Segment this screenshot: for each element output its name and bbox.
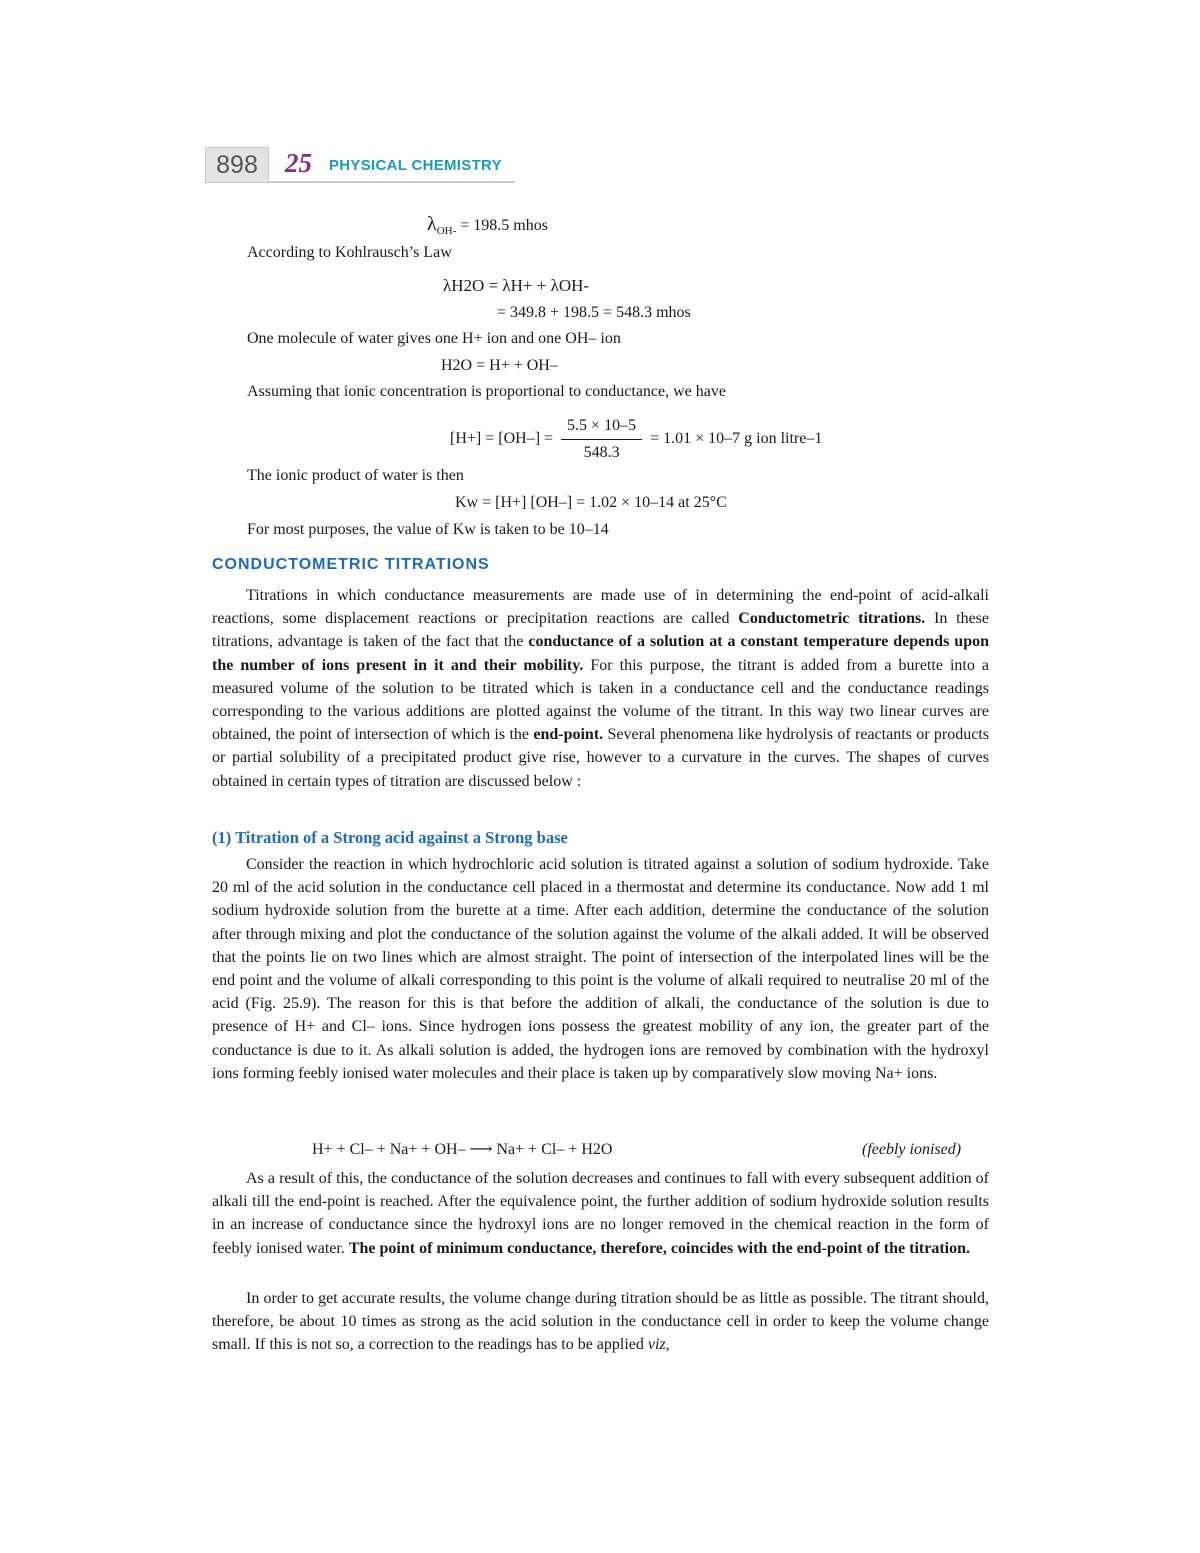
paragraph-accuracy <box>212 1287 989 1357</box>
reaction-note: (feebly ionised) <box>862 1141 962 1158</box>
chapter-number: 25 <box>285 148 312 178</box>
p1-text-e: For this purpose, the titrant is added from a burette into a measured volume of the solution to be titrated which is taken in a conductance cell and the conductance readings corresponding to the various additions are plotted against the volume of the titrant. In this way two linear curves are obtained, the point of intersection of which is the <box>212 656 989 744</box>
lambda-h2o-equation: λH2O = λH+ + λOH- <box>443 276 590 295</box>
kohlrausch-intro: According to Kohlrausch’s Law <box>247 244 452 261</box>
ionic-product-intro: The ionic product of water is then <box>247 467 464 484</box>
conc-fraction <box>561 415 642 464</box>
header-rule <box>268 181 515 183</box>
lambda-subscript: OH- <box>436 225 457 238</box>
page-number: 898 <box>205 147 269 183</box>
p2-text: Consider the reaction in which hydrochloric acid solution is titrated against a solution of sodium hydroxide. Take 20 ml of the acid solution in the conductance cell placed in a thermostat and determine its conductance. Now add 1 ml sodium hydroxide solution from the burette at a time. After each addition, determine the conductance of the solution after through mixing and plot the conductance of the solution against the volume of the alkali added. It will be observed that the points lie on two lines which are almost straight. The point of intersection of the interpolated lines will be the end point and the volume of alkali corresponding to this point is the volume of alkali required to neutralise 20 ml of the acid (Fig. 25.9). The reason for this is that before the addition of alkali, the conductance of the solution is due to presence of H+ and Cl– ions. Since hydrogen ions possess the greatest mobility of any ion, the greater part of the conductance is due to it. As alkali solution is added, the hydrogen ions are removed by combination with the hydroxyl ions forming feebly ionised water molecules and their place is taken up by comparatively slow moving Na+ ions. <box>212 856 989 1082</box>
water-gives-line: One molecule of water gives one H+ ion and one OH– ion <box>247 330 621 347</box>
kw-line: Kw = [H+] [OH–] = 1.02 × 10–14 at 25°C <box>455 494 727 511</box>
p1-text-a: Titrations in which conductance measurements are made use of in determining the end-point of acid-alkali reactions, some displacement reactions or precipitation reactions are called <box>212 587 989 628</box>
subsection-heading: (1) Titration of a Strong acid against a Strong base <box>212 828 568 847</box>
p1-term: Conductometric titrations. <box>738 610 926 628</box>
assuming-line: Assuming that ionic concentration is proportional to conductance, we have <box>247 383 726 400</box>
section-heading: CONDUCTOMETRIC TITRATIONS <box>212 556 490 573</box>
paragraph-strong-acid <box>212 853 989 1085</box>
p3-conclusion: The point of minimum conductance, therefore, coincides with the end-point of the titration. <box>348 1239 970 1257</box>
p1-text-c: In these titrations, advantage is taken of the fact that the <box>212 610 990 651</box>
p1-key-statement: conductance of a solution at a constant temperature depends upon the number of ions present in it and their mobility. <box>212 633 989 674</box>
paragraph-result <box>212 1167 989 1260</box>
p4-text: In order to get accurate results, the volume change during titration should be as little as possible. The titrant should, therefore, be about 10 times as strong as the acid solution in the conductance cell in order to keep the volume change small. If this is not so, a correction to the readings has to be applied <box>212 1290 989 1354</box>
conc-denominator: 548.3 <box>583 444 620 461</box>
lambda-symbol: λ <box>427 213 437 235</box>
reaction-equation: H+ + Cl– + Na+ + OH– ⟶ Na+ + Cl– + H2O <box>312 1141 613 1158</box>
conc-right: = 1.01 × 10–7 g ion litre–1 <box>650 430 823 448</box>
p1-end-point: end-point. <box>533 726 604 744</box>
most-purposes-line: For most purposes, the value of Kw is taken to be 10–14 <box>247 521 609 538</box>
chapter-title: PHYSICAL CHEMISTRY <box>329 157 502 174</box>
conc-numerator: 5.5 × 10–5 <box>561 415 642 440</box>
lambda-value: = 198.5 mhos <box>456 217 548 234</box>
p1-text-g: Several phenomena like hydrolysis of reactants or products or partial solubility of a precipitated product give rise, however to a curvature in the curves. The shapes of curves obtained in certain types of titration are discussed below : <box>212 726 990 790</box>
concentration-equation <box>450 415 822 464</box>
p4-viz: viz, <box>647 1336 670 1354</box>
p3-text: As a result of this, the conductance of the solution decreases and continues to fall with every subsequent addition of alkali till the end-point is reached. After the equivalence point, the further addition of sodium hydroxide solution results in an increase of conductance since the hydroxyl ions are no longer removed in the chemical reaction in the form of feebly ionised water. <box>212 1170 989 1257</box>
sum-line: = 349.8 + 198.5 = 548.3 mhos <box>497 304 691 321</box>
lambda-oh-line <box>427 214 548 236</box>
conc-left: [H+] = [OH–] = <box>450 430 554 448</box>
dissociation-line: H2O = H+ + OH– <box>441 357 558 374</box>
paragraph-intro <box>212 584 989 793</box>
